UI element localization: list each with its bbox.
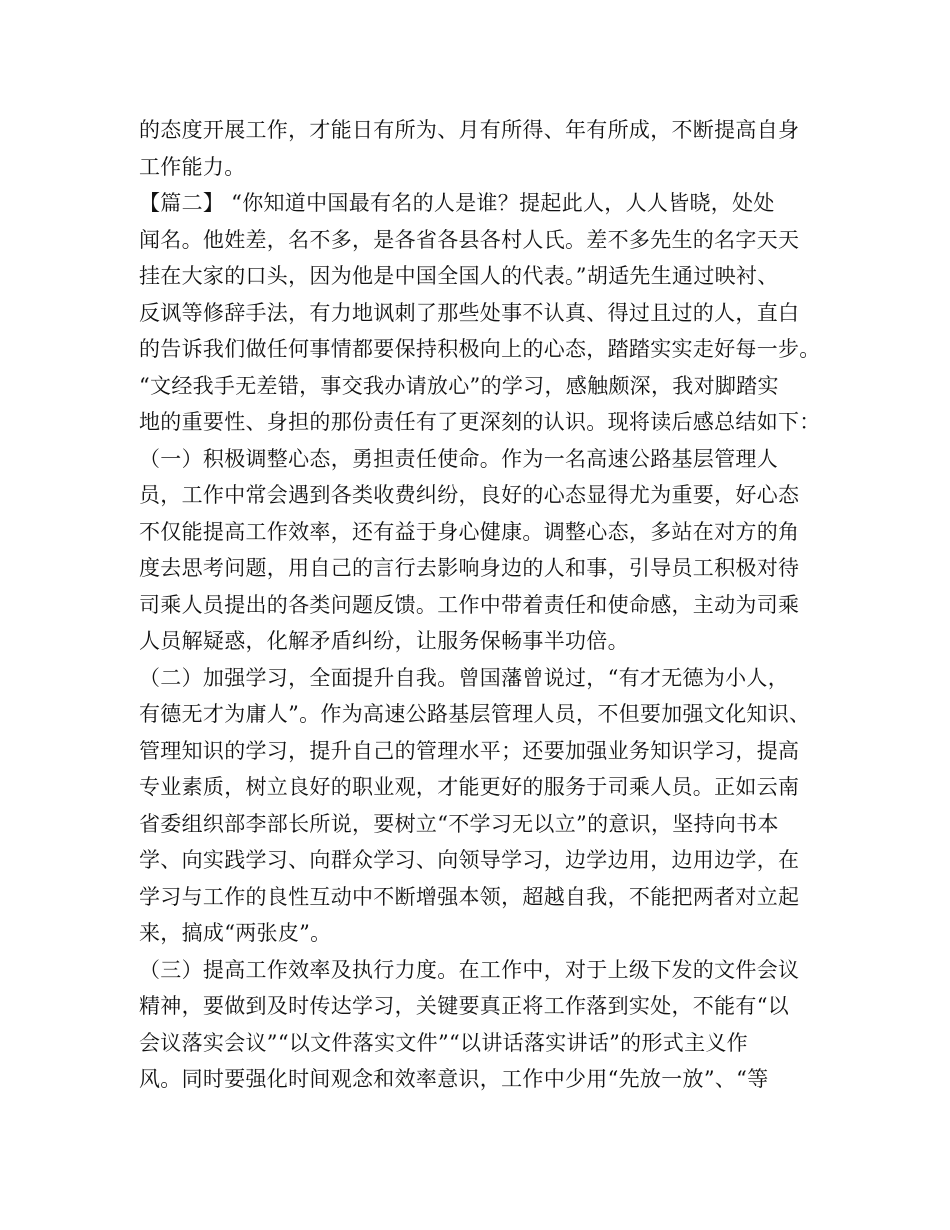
text-line: 人员解疑惑，化解矛盾纠纷，让服务保畅事半功倍。 <box>139 629 629 653</box>
text-line: 学、向实践学习、向群众学习、向领导学习，边学边用，边用边学，在 <box>139 848 800 872</box>
text-line: 闻名。他姓差，名不多，是各省各县各村人氏。差不多先生的名字天天 <box>139 227 800 252</box>
text-line: 管理知识的学习，提升自己的管理水平；还要加强业务知识学习，提高 <box>139 738 800 763</box>
text-line: 有德无才为庸人”。作为高速公路基层管理人员，不但要加强文化知识、 <box>139 702 811 726</box>
text-line: （三）提高工作效率及执行力度。在工作中，对于上级下发的文件会议 <box>139 957 800 982</box>
text-line: 来，搞成“两张皮”。 <box>139 921 332 945</box>
text-line: 会议落实会议”“以文件落实文件”“以讲话落实讲话”的形式主义作 <box>139 1030 748 1055</box>
text-line: “文经我手无差错，事交我办请放心”的学习，感触颇深，我对脚踏实 <box>139 373 779 398</box>
text-line: 省委组织部李部长所说，要树立“不学习无以立”的意识，坚持向书本 <box>139 811 779 836</box>
text-line: 司乘人员提出的各类问题反馈。工作中带着责任和使命感，主动为司乘 <box>139 592 800 617</box>
text-line: 学习与工作的良性互动中不断增强本领，超越自我，不能把两者对立起 <box>139 884 800 909</box>
text-line: （二）加强学习，全面提升自我。曾国藩曾说过，“有才无德为小人， <box>139 665 790 690</box>
text-line: 挂在大家的口头，因为他是中国全国人的代表。”胡适先生通过映衬、 <box>139 264 779 288</box>
body-text <box>139 112 829 1098</box>
text-line: 的告诉我们做任何事情都要保持积极向上的心态，踏踏实实走好每一步。 <box>139 337 821 361</box>
text-line: 不仅能提高工作效率，还有益于身心健康。调整心态，多站在对方的角 <box>139 519 800 544</box>
text-line: 风。同时要强化时间观念和效率意识，工作中少用“先放一放”、“等 <box>139 1067 769 1091</box>
text-line: 精神，要做到及时传达学习，关键要真正将工作落到实处，不能有“以 <box>139 994 790 1018</box>
text-line: （一）积极调整心态，勇担责任使命。作为一名高速公路基层管理人 <box>139 446 778 471</box>
text-line: 度去思考问题，用自己的言行去影响身边的人和事，引导员工积极对待 <box>139 556 800 580</box>
text-line: 地的重要性、身担的那份责任有了更深刻的认识。现将读后感总结如下： <box>139 410 821 434</box>
text-line: 反讽等修辞手法，有力地讽刺了那些处事不认真、得过且过的人，直白 <box>139 300 800 325</box>
text-line: 【篇二】 “你知道中国最有名的人是谁？提起此人，人人皆晓，处处 <box>139 191 775 215</box>
text-line: 专业素质，树立良好的职业观，才能更好的服务于司乘人员。正如云南 <box>139 775 800 799</box>
text-line: 员，工作中常会遇到各类收费纠纷，良好的心态显得尤为重要，好心态 <box>139 483 800 507</box>
text-line: 的态度开展工作，才能日有所为、月有所得、年有所成，不断提高自身 <box>139 118 800 142</box>
text-line: 工作能力。 <box>139 154 246 179</box>
